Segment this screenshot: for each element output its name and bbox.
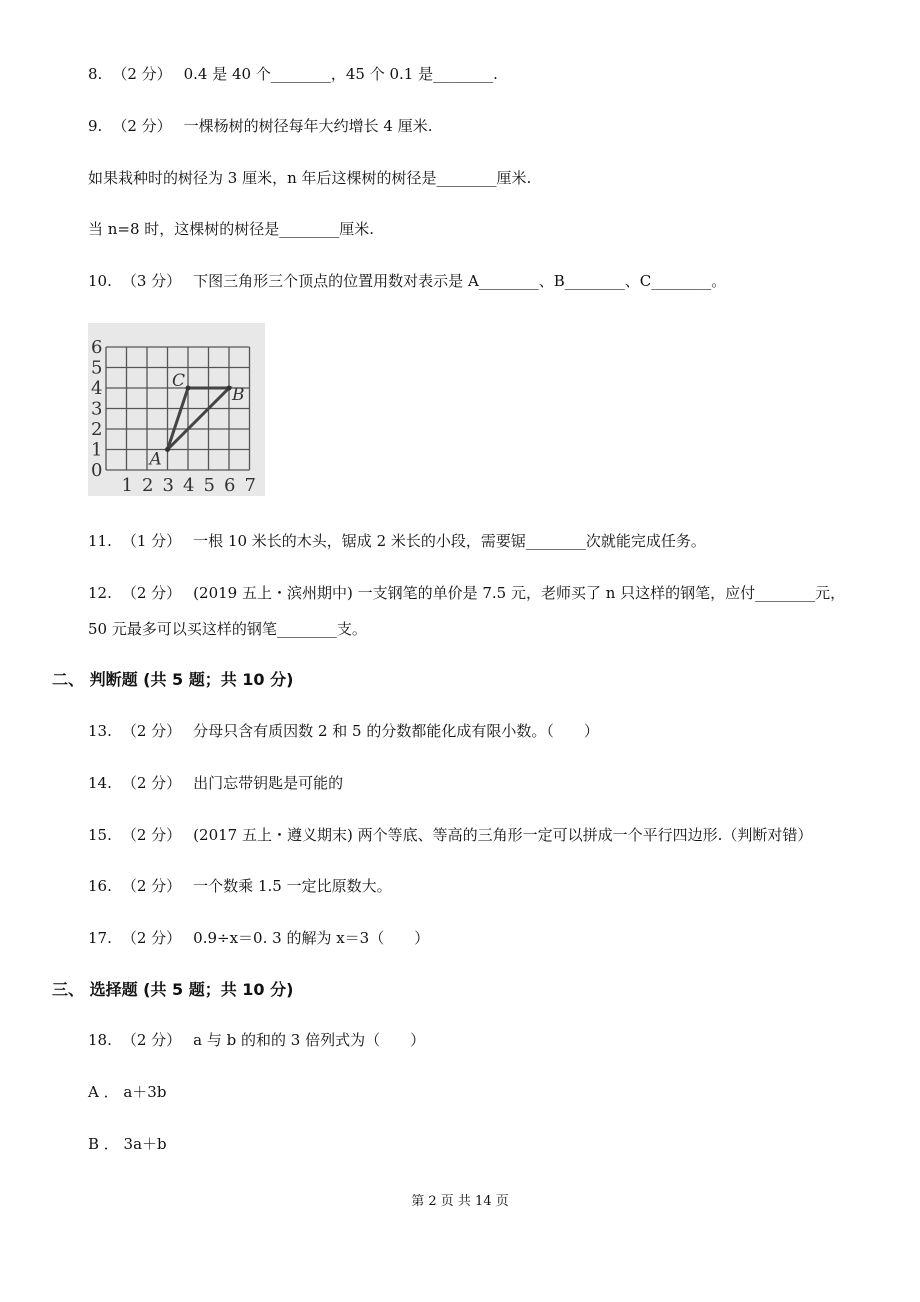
y-tick-label: 4 <box>91 378 103 399</box>
x-tick-label: 4 <box>183 475 195 496</box>
question-13 <box>88 721 599 741</box>
question-15 <box>88 825 812 845</box>
question-9-line-2: 如果栽种时的树径为 3 厘米，n 年后这棵树的树径是________厘米. <box>88 169 532 187</box>
triangle-abc <box>168 388 230 450</box>
vertex-point-b <box>227 386 232 391</box>
question-score: （2 分） <box>121 774 182 792</box>
question-text: 分母只含有质因数 2 和 5 的分数都能化成有限小数。（ ） <box>193 722 599 740</box>
question-text: a 与 b 的和的 3 倍列式为（ ） <box>193 1031 426 1049</box>
question-number: 17. <box>88 929 112 947</box>
vertex-label-b: B <box>232 385 245 405</box>
question-17 <box>88 928 429 948</box>
question-10 <box>88 271 726 291</box>
question-9 <box>88 116 432 136</box>
question-12-line-2: 50 元最多可以买这样的钢笔________支。 <box>88 620 367 638</box>
question-number: 11. <box>88 532 112 550</box>
y-tick-label: 5 <box>91 357 103 379</box>
question-number: 15. <box>88 826 112 844</box>
y-tick-label: 0 <box>91 460 103 481</box>
option-a[interactable]: A ． a＋3b <box>88 1083 167 1101</box>
y-tick-label: 2 <box>91 419 103 440</box>
question-number: 14. <box>88 774 112 792</box>
vertex-point-a <box>165 447 170 452</box>
x-tick-label: 6 <box>224 475 236 496</box>
question-text: (2019 五上・滨州期中) 一支钢笔的单价是 7.5 元，老师买了 n 只这样的钢笔，应付________元， <box>193 584 846 602</box>
question-8 <box>88 64 498 84</box>
question-text: 0.9÷x＝0. 3 的解为 x＝3（ ） <box>193 929 430 947</box>
question-text: 一根 10 米长的木头，锯成 2 米长的小段，需要锯________次就能完成任务。 <box>193 532 706 550</box>
question-score: （1 分） <box>121 532 182 550</box>
question-score: （2 分） <box>121 826 182 844</box>
x-tick-label: 7 <box>244 475 256 496</box>
question-text: 一个数乘 1.5 一定比原数大。 <box>193 877 392 895</box>
section-heading-choice: 三、 选择题 (共 5 题；共 10 分) <box>52 980 294 999</box>
y-tick-label: 6 <box>91 337 103 358</box>
coordinate-grid-figure <box>88 323 265 496</box>
question-text: 一棵杨树的树径每年大约增长 4 厘米. <box>183 117 433 135</box>
question-number: 9. <box>88 117 103 135</box>
y-tick-label: 3 <box>91 398 103 420</box>
y-tick-label: 1 <box>91 439 103 461</box>
question-score: （2 分） <box>121 877 182 895</box>
question-number: 16. <box>88 877 112 895</box>
x-tick-label: 3 <box>162 475 174 496</box>
question-18 <box>88 1030 425 1050</box>
question-16 <box>88 876 392 896</box>
x-tick-label: 5 <box>203 475 215 496</box>
question-score: （2 分） <box>121 929 182 947</box>
question-text: 下图三角形三个顶点的位置用数对表示是 A________、B________、C________。 <box>193 272 727 290</box>
question-12 <box>88 583 845 603</box>
question-number: 12. <box>88 584 112 602</box>
vertex-label-c: C <box>172 371 186 391</box>
question-14 <box>88 773 343 793</box>
question-score: （2 分） <box>121 584 182 602</box>
question-text: 0.4 是 40 个________，45 个 0.1 是________. <box>183 65 498 83</box>
question-text: (2017 五上・遵义期末) 两个等底、等高的三角形一定可以拼成一个平行四边形.（判断对错） <box>193 826 813 844</box>
question-score: （2 分） <box>121 722 182 740</box>
question-number: 18. <box>88 1031 112 1049</box>
vertex-label-a: A <box>149 449 162 470</box>
question-score: （3 分） <box>121 272 182 290</box>
question-number: 8. <box>88 65 103 83</box>
question-9-line-3: 当 n=8 时，这棵树的树径是________厘米. <box>88 220 375 238</box>
option-b[interactable]: B ． 3a＋b <box>88 1135 167 1153</box>
question-number: 10. <box>88 272 112 290</box>
question-number: 13. <box>88 722 112 740</box>
x-tick-label: 1 <box>121 475 133 496</box>
question-score: （2 分） <box>121 1031 182 1049</box>
question-11 <box>88 531 706 551</box>
page-footer: 第 2 页 共 14 页 <box>411 1194 509 1209</box>
vertex-point-c <box>186 386 191 391</box>
x-tick-label: 2 <box>142 475 154 496</box>
question-score: （2 分） <box>112 117 172 135</box>
coordinate-grid <box>88 323 265 496</box>
question-text: 出门忘带钥匙是可能的 <box>193 774 344 792</box>
section-heading-judgement: 二、 判断题 (共 5 题；共 10 分) <box>52 670 294 689</box>
question-score: （2 分） <box>112 65 172 83</box>
